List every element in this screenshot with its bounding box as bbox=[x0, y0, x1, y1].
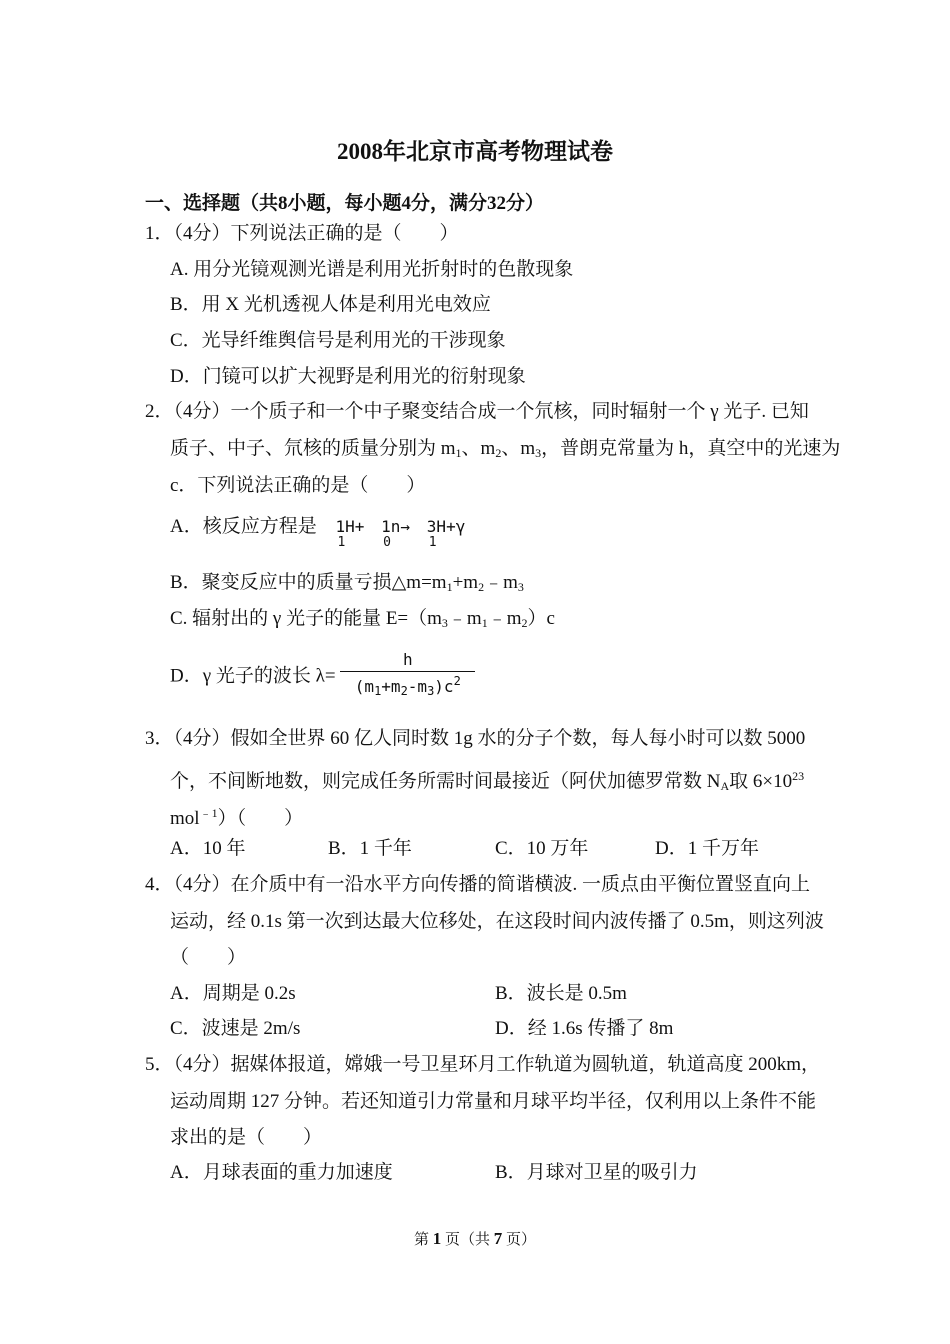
q3-option-c: C．10 万年 bbox=[495, 838, 589, 859]
q4-option-c: C．波速是 2m/s bbox=[170, 1018, 301, 1039]
q4-stem-line3: （ ） bbox=[170, 947, 247, 968]
q1-option-a: A. 用分光镜观测光谱是利用光折射时的色散现象 bbox=[170, 259, 574, 280]
q3-stem-line3: mol$^{﹣1}$）（ ） bbox=[170, 806, 304, 829]
wavelength-fraction: $\frac{h}{(m_1+m_2-m_3)c^2}$ bbox=[340, 650, 475, 698]
q4-option-d: D．经 1.6s 传播了 8m bbox=[495, 1018, 674, 1039]
q1-option-c: C．光导纤维舆信号是利用光的干涉现象 bbox=[170, 330, 506, 351]
q1-option-d: D．门镜可以扩大视野是利用光的衍射现象 bbox=[170, 366, 526, 387]
section-heading: 一、选择题（共8小题，每小题4分，满分32分） bbox=[145, 193, 545, 214]
q3-stem-line1: 3．（4分）假如全世界 60 亿人同时数 1g 水的分子个数，每人每小时可以数 5000 bbox=[145, 728, 806, 749]
q5-option-b: B．月球对卫星的吸引力 bbox=[495, 1162, 698, 1183]
q2-stem-line1: 2．（4分）一个质子和一个中子聚变结合成一个氘核，同时辐射一个 γ 光子. 已知 bbox=[145, 401, 809, 422]
q2-option-d: D．γ 光子的波长 λ= $\frac{h}{(m_1+m_2-m_3)c^2}$ bbox=[170, 650, 475, 698]
page-title: 2008年北京市高考物理试卷 bbox=[337, 139, 613, 164]
q2-stem-line3: c．下列说法正确的是（ ） bbox=[170, 475, 426, 496]
q5-stem-line1: 5．（4分）据媒体报道，嫦娥一号卫星环月工作轨道为圆轨道，轨道高度 200km， bbox=[145, 1054, 821, 1075]
page-footer: 第 1 页（共 7 页） bbox=[413, 1229, 537, 1248]
q4-option-a: A．周期是 0.2s bbox=[170, 983, 296, 1004]
q1-option-b: B．用 X 光机透视人体是利用光电效应 bbox=[170, 294, 491, 315]
q3-stem-line2: 个，不间断地数，则完成任务所需时间最接近（阿伏加德罗常数 $N_A$取 $6\times 10^{23}$ bbox=[170, 769, 805, 793]
q2-stem-line2: 质子、中子、氘核的质量分别为 $m_1$、$m_2$、$m_3$，普朗克常量为 h，真空中的光速为 bbox=[170, 438, 841, 460]
page-number: 1 bbox=[432, 1229, 442, 1248]
nuclide-deuteron: 3H+γ 1 bbox=[426, 517, 466, 550]
q3-option-b: B．1 千年 bbox=[328, 838, 412, 859]
q5-option-a: A．月球表面的重力加速度 bbox=[170, 1162, 393, 1183]
q2-option-a: A．核反应方程是 1H+ 1 1n→ 0 3H+γ 1 bbox=[170, 516, 466, 550]
page-total: 7 bbox=[493, 1229, 503, 1248]
q5-stem-line2: 运动周期 127 分钟。若还知道引力常量和月球平均半径，仅利用以上条件不能 bbox=[170, 1091, 817, 1112]
q2-option-c: C. 辐射出的 γ 光子的能量 $E=(m_3﹣m_1﹣m_2)c$ bbox=[170, 608, 555, 630]
q4-stem-line2: 运动，经 0.1s 第一次到达最大位移处，在这段时间内波传播了 0.5m，则这列波 bbox=[170, 911, 824, 932]
q3-option-a: A．10 年 bbox=[170, 838, 246, 859]
q5-stem-line3: 求出的是（ ） bbox=[170, 1127, 323, 1148]
q2-option-b: B．聚变反应中的质量亏损$\triangle m=m_1+m_2﹣m_3$ bbox=[170, 572, 524, 594]
nuclide-neutron: 1n→ 0 bbox=[381, 517, 411, 550]
q4-stem-line1: 4．（4分）在介质中有一沿水平方向传播的简谐横波. 一质点由平衡位置竖直向上 bbox=[145, 874, 811, 895]
nuclide-proton: 1H+ 1 bbox=[335, 517, 365, 550]
q1-stem: 1．（4分）下列说法正确的是（ ） bbox=[145, 223, 459, 244]
q4-option-b: B．波长是 0.5m bbox=[495, 983, 627, 1004]
q3-option-d: D．1 千万年 bbox=[655, 838, 759, 859]
